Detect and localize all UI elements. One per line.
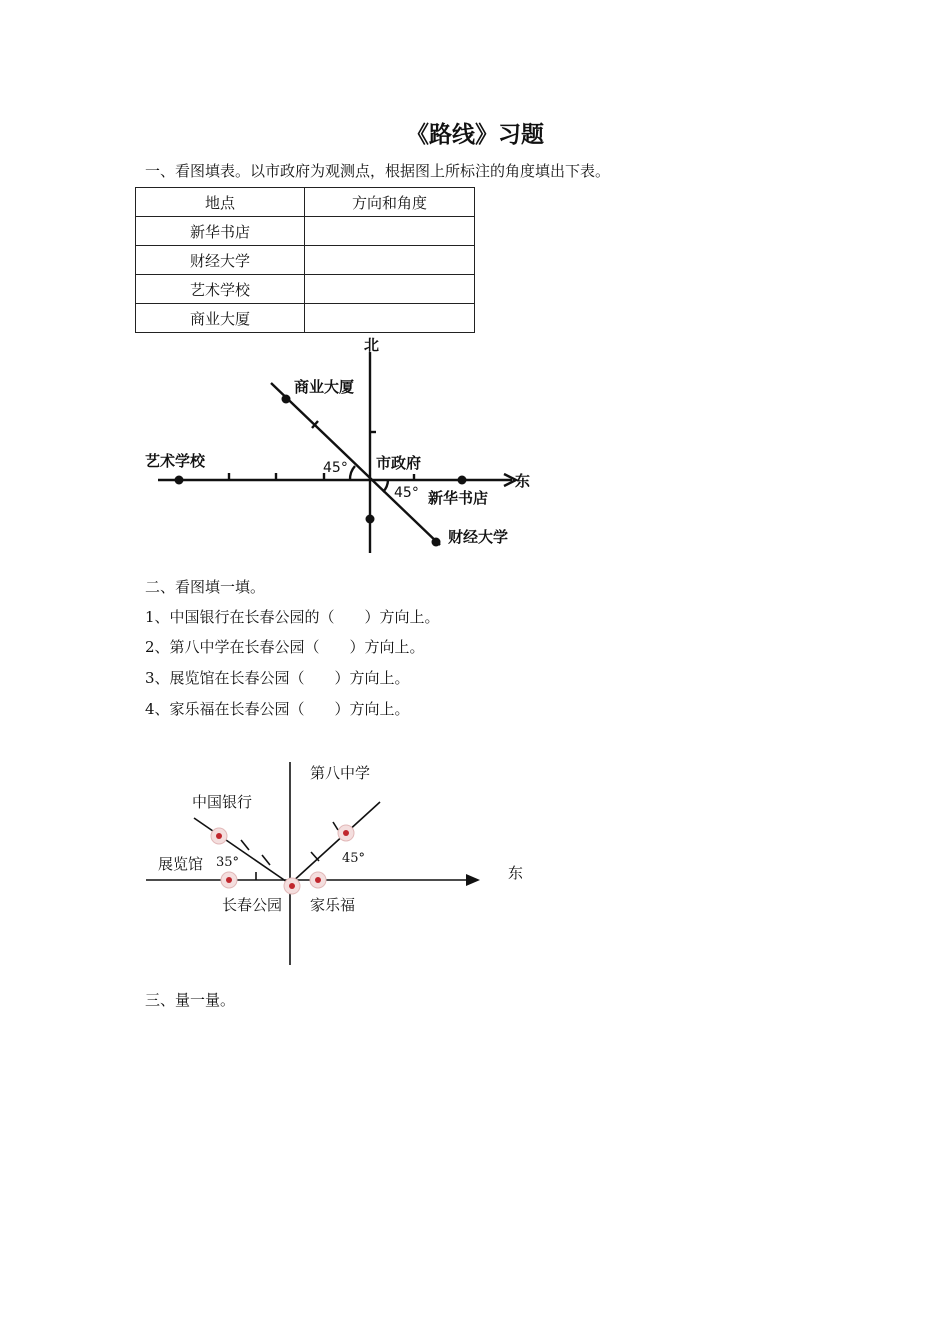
east-arrow-icon xyxy=(504,474,516,486)
label-east: 东 xyxy=(515,472,531,490)
angle-arc-lower xyxy=(383,480,388,492)
label-north: 北 xyxy=(364,336,380,354)
question-1: 1、中国银行在长春公园的（ ）方向上。 xyxy=(145,608,440,626)
label-shangye: 商业大厦 xyxy=(294,378,355,396)
point-south xyxy=(366,515,375,524)
table-row xyxy=(136,304,475,333)
marker-park xyxy=(284,878,300,894)
angle-lower-label: 45° xyxy=(394,485,419,501)
table-row xyxy=(136,246,475,275)
table-row xyxy=(136,217,475,246)
label-park: 长春公园 xyxy=(222,896,283,914)
point-caijing xyxy=(432,538,441,547)
question-3: 3、展览馆在长春公园（ ）方向上。 xyxy=(145,669,410,687)
marker-bank xyxy=(211,828,227,844)
label-caijing: 财经大学 xyxy=(448,528,509,546)
tick-mark xyxy=(241,840,249,850)
east-arrow-icon xyxy=(466,874,480,886)
tick-mark xyxy=(312,421,318,428)
header-direction: 方向和角度 xyxy=(305,188,475,217)
row-place: 新华书店 xyxy=(136,217,305,246)
page-title: 《路线》习题 xyxy=(406,122,544,148)
header-place: 地点 xyxy=(136,188,305,217)
label-bank: 中国银行 xyxy=(192,793,253,811)
table-row xyxy=(136,275,475,304)
tick-mark xyxy=(333,822,338,830)
angle-arc-upper xyxy=(350,466,355,480)
answer-table xyxy=(135,187,475,333)
label-xinhua: 新华书店 xyxy=(428,489,489,507)
school-line xyxy=(290,802,380,884)
tick-mark xyxy=(262,855,270,865)
row-place: 艺术学校 xyxy=(136,275,305,304)
bank-line xyxy=(194,818,290,884)
label-carrefour: 家乐福 xyxy=(310,896,356,914)
marker-exhibition xyxy=(221,872,237,888)
row-place: 商业大厦 xyxy=(136,304,305,333)
question-4: 4、家乐福在长春公园（ ）方向上。 xyxy=(145,700,410,718)
label-exhibition: 展览馆 xyxy=(158,855,204,873)
row-answer-cell[interactable] xyxy=(305,217,475,246)
section3-instruction: 三、量一量。 xyxy=(145,991,236,1009)
marker-carrefour xyxy=(310,872,326,888)
point-xinhua xyxy=(458,476,467,485)
point-shangye xyxy=(282,395,291,404)
angle-right-label: 45° xyxy=(342,851,366,866)
row-place: 财经大学 xyxy=(136,246,305,275)
point-yishu xyxy=(175,476,184,485)
section2-instruction: 二、看图填一填。 xyxy=(145,578,266,596)
label-east: 东 xyxy=(508,864,524,882)
diagonal-line xyxy=(271,383,440,545)
table-header-row xyxy=(136,188,475,217)
label-yishu: 艺术学校 xyxy=(145,452,206,470)
tick-mark xyxy=(311,852,319,861)
row-answer-cell[interactable] xyxy=(305,275,475,304)
question-2: 2、第八中学在长春公园（ ）方向上。 xyxy=(145,638,425,656)
label-school: 第八中学 xyxy=(310,764,371,782)
marker-school xyxy=(338,825,354,841)
row-answer-cell[interactable] xyxy=(305,304,475,333)
label-center: 市政府 xyxy=(376,454,422,472)
angle-upper-label: 45° xyxy=(323,460,348,476)
row-answer-cell[interactable] xyxy=(305,246,475,275)
angle-left-label: 35° xyxy=(216,855,240,870)
section1-instruction: 一、看图填表。以市政府为观测点，根据图上所标注的角度填出下表。 xyxy=(145,162,611,180)
